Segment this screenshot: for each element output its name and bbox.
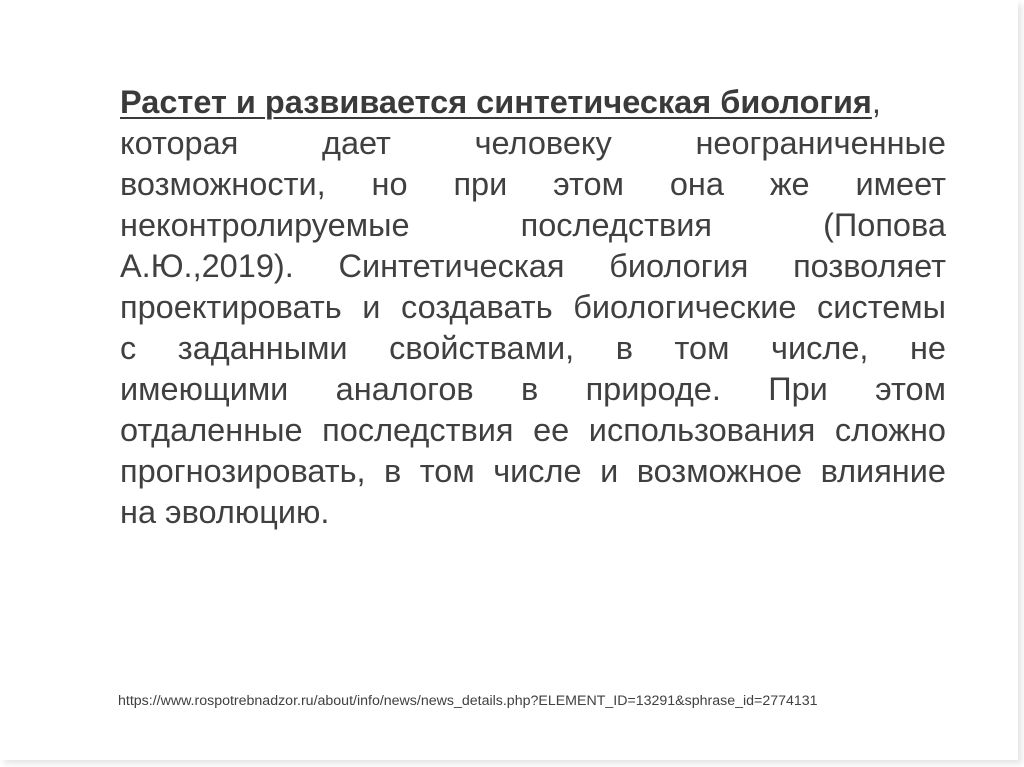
word: том [674, 330, 730, 366]
word: позволяет [793, 248, 946, 284]
word: неконтролируемые [120, 207, 410, 243]
word: этом [553, 166, 624, 202]
slide-body-text [120, 82, 946, 533]
word: она [669, 166, 724, 202]
word: и [600, 453, 619, 489]
word: свойствами, [389, 330, 575, 366]
word: с [120, 330, 137, 366]
word: в [520, 371, 539, 407]
word: заданными [177, 330, 348, 366]
text-line-lead [120, 82, 946, 123]
lead-phrase: Растет и развивается синтетическая биология [120, 84, 872, 120]
word: ее [533, 412, 570, 448]
word: и [362, 289, 381, 325]
word: дает [321, 125, 391, 161]
word: возможности, [120, 166, 326, 202]
word: человеку [474, 125, 612, 161]
text-line [120, 410, 946, 451]
word: биологические [573, 289, 797, 325]
word: том [419, 453, 475, 489]
word: сложно [834, 412, 946, 448]
word: (Попова [823, 207, 946, 243]
word: же [769, 166, 810, 202]
word: создавать [401, 289, 553, 325]
word: которая [120, 125, 239, 161]
word: числе, [771, 330, 869, 366]
lead-punctuation: , [871, 84, 881, 120]
text-line [120, 451, 946, 492]
word: системы [817, 289, 946, 325]
text-line [120, 287, 946, 328]
word: прогнозировать, [120, 453, 366, 489]
word: последствия [520, 207, 712, 243]
text-line [120, 369, 946, 410]
word: При [768, 371, 828, 407]
word: использования [588, 412, 816, 448]
text-line [120, 246, 946, 287]
text-line [120, 123, 946, 164]
word: имеет [855, 166, 946, 202]
text-line [120, 164, 946, 205]
word: этом [875, 371, 946, 407]
word: биология [609, 248, 749, 284]
word: Синтетическая [338, 248, 565, 284]
text-line [120, 205, 946, 246]
word: отдаленные [120, 412, 303, 448]
word: имеющими [120, 371, 289, 407]
word: числе [493, 453, 582, 489]
word: возможное [636, 453, 803, 489]
text-line-last: на эволюцию. [120, 494, 330, 530]
word: но [371, 166, 408, 202]
paragraph-lines [120, 123, 946, 492]
word: неограниченные [695, 125, 946, 161]
word: в [384, 453, 402, 489]
word: природе. [585, 371, 721, 407]
word: аналогов [335, 371, 474, 407]
word: влияние [820, 453, 946, 489]
word: не [909, 330, 946, 366]
word: при [453, 166, 508, 202]
word: проектировать [120, 289, 342, 325]
text-line [120, 328, 946, 369]
word: последствия [322, 412, 514, 448]
source-url: https://www.rospotrebnadzor.ru/about/info/news/news_details.php?ELEMENT_ID=13291&sphrase_id=2774131 [118, 693, 818, 709]
word: А.Ю.,2019). [120, 248, 294, 284]
word: в [615, 330, 633, 366]
